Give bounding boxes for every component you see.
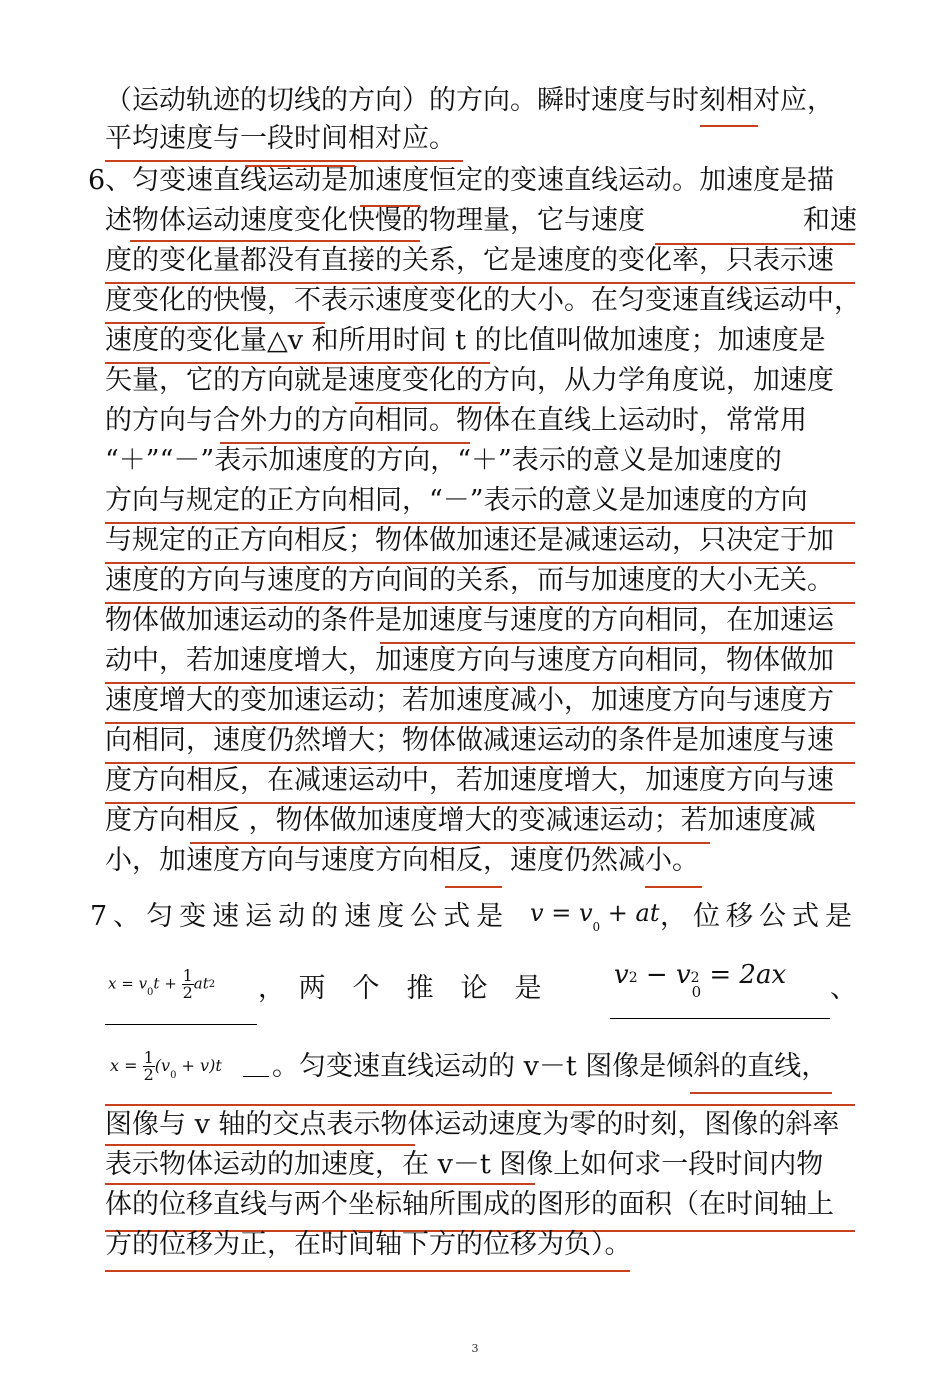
underline-mark bbox=[655, 243, 855, 245]
underline-mark bbox=[105, 682, 855, 684]
formula-symbol: + v)t bbox=[176, 1056, 222, 1075]
item7-line6: 体的位移直线与两个坐标轴所围成的图形的面积（在时间轴上 bbox=[105, 1189, 834, 1220]
answer-blank bbox=[105, 1024, 257, 1025]
text-line-14: 物体做加速运动的条件是加速度与速度的方向相同，在加速运 bbox=[105, 605, 834, 636]
item7-line4: 图像与 v 轴的交点表示物体运动速度为零的时刻，图像的斜率 bbox=[105, 1109, 840, 1140]
item7-comma: 、 bbox=[830, 973, 857, 1004]
text-line-13: 速度的方向与速度的方向间的关系，而与加速度的大小无关。 bbox=[105, 565, 834, 596]
text-line-18: 度方向相反，在减速运动中，若加速度增大，加速度方向与速 bbox=[105, 765, 834, 796]
underline-mark bbox=[105, 722, 855, 724]
formula-superscript: 2 bbox=[208, 978, 216, 990]
text-line-10: “＋”“－”表示加速度的方向，“＋”表示的意义是加速度的 bbox=[105, 445, 782, 476]
item7-line1b: ，位移公式是 bbox=[660, 901, 858, 932]
text-line-16: 速度增大的变加速运动；若加速度减小，加速度方向与速度方 bbox=[105, 685, 834, 716]
answer-blank bbox=[610, 1018, 830, 1019]
underline-mark bbox=[105, 160, 463, 162]
fraction-numerator: 1 bbox=[182, 966, 193, 985]
answer-blank bbox=[243, 1076, 269, 1077]
underline-mark bbox=[360, 205, 420, 207]
underline-mark bbox=[130, 240, 420, 242]
underline-mark bbox=[105, 1104, 855, 1106]
fraction-denominator: 2 bbox=[143, 1065, 154, 1084]
text-line-4b: 和速 bbox=[803, 205, 857, 236]
text-line-7: 速度的变化量△v 和所用时间 t 的比值叫做加速度；加速度是 bbox=[105, 325, 826, 356]
underline-mark bbox=[105, 1144, 415, 1146]
text-line-4: 述物体运动速度变化快慢的物理量，它与速度 bbox=[105, 205, 645, 236]
text-line-2: 平均速度与一段时间相对应。 bbox=[105, 123, 456, 154]
underline-mark bbox=[105, 1270, 630, 1272]
formula-velocity bbox=[530, 896, 659, 934]
formula-symbol: = 2ax bbox=[701, 960, 787, 990]
text-line-9: 的方向与合外力的方向相同。物体在直线上运动时，常常用 bbox=[105, 405, 807, 436]
item7-line1 bbox=[90, 900, 509, 934]
formula-symbol: = bbox=[543, 899, 579, 927]
underline-mark bbox=[105, 1183, 535, 1185]
formula-symbol: at bbox=[193, 974, 209, 993]
underline-mark bbox=[105, 362, 490, 364]
underline-mark bbox=[690, 1092, 832, 1094]
underline-mark bbox=[645, 886, 702, 888]
item7-text: 7、匀变速运动的速度公式是 bbox=[90, 901, 510, 932]
item7-mid: ， 两 个 推 论 是 bbox=[258, 973, 542, 1004]
fraction bbox=[143, 1050, 155, 1083]
formula-symbol: − v bbox=[637, 960, 691, 990]
formula-subscript: 0 bbox=[147, 986, 154, 998]
formula-symbol: t + bbox=[153, 974, 182, 993]
item7-line7: 方的位移为正，在时间轴下方的位移为负）。 bbox=[105, 1229, 632, 1260]
formula-subscript: 0 bbox=[170, 1070, 177, 1081]
underline-mark bbox=[105, 322, 325, 324]
page-number: 3 bbox=[471, 1342, 479, 1355]
formula-inference-1 bbox=[614, 958, 787, 1001]
text-line-3: 6、匀变速直线运动是加速度恒定的变速直线运动。加速度是描 bbox=[88, 165, 835, 196]
formula-symbol: (v bbox=[154, 1056, 171, 1075]
item7-line5: 表示物体运动的加速度，在 v－t 图像上如何求一段时间内物 bbox=[105, 1149, 824, 1180]
underline-mark bbox=[380, 642, 855, 644]
formula-superscript: 2 bbox=[690, 970, 700, 986]
formula-symbol: x = v bbox=[108, 974, 148, 993]
underline-mark bbox=[105, 762, 855, 764]
underline-mark bbox=[220, 442, 470, 444]
text-line-6: 度变化的快慢，不表示速度变化的大小。在匀变速直线运动中， bbox=[105, 285, 861, 316]
formula-symbol: x = bbox=[110, 1056, 143, 1075]
text-line-17: 向相同，速度仍然增大；物体做减速运动的条件是加速度与速 bbox=[105, 725, 834, 756]
text-line-1: （运动轨迹的切线的方向）的方向。瞬时速度与时刻相对应， bbox=[105, 85, 834, 116]
formula-subscript: 0 bbox=[691, 983, 702, 1001]
text-line-5: 度的变化量都没有直接的关系，它是速度的变化率，只表示速 bbox=[105, 245, 834, 276]
underline-mark bbox=[105, 282, 855, 284]
text-line-8: 矢量，它的方向就是速度变化的方向，从力学角度说，加速度 bbox=[105, 365, 834, 396]
text-line-19: 度方向相反 ，物体做加速度增大的变减速运动；若加速度减 bbox=[105, 805, 816, 836]
text-line-12: 与规定的正方向相反；物体做加速还是减速运动，只决定于加 bbox=[105, 525, 834, 556]
formula-symbol: v bbox=[578, 899, 593, 927]
underline-mark bbox=[700, 125, 758, 127]
formula-symbol: + at bbox=[600, 899, 660, 927]
fraction bbox=[182, 968, 194, 1001]
text-line-15: 动中，若加速度增大，加速度方向与速度方向相同，物体做加 bbox=[105, 645, 834, 676]
text-line-20: 小，加速度方向与速度方向相反，速度仍然减小。 bbox=[105, 845, 699, 876]
formula-symbol: v bbox=[614, 960, 629, 990]
underline-mark bbox=[445, 886, 502, 888]
text-line-11: 方向与规定的正方向相同，“－”表示的意义是加速度的方向 bbox=[105, 485, 808, 516]
underline-mark bbox=[105, 562, 855, 564]
underline-mark bbox=[190, 842, 710, 844]
underline-mark bbox=[245, 165, 355, 167]
formula-superscript: 2 bbox=[628, 970, 638, 986]
formula-symbol: v bbox=[530, 899, 544, 927]
underline-mark bbox=[105, 802, 855, 804]
underline-mark bbox=[355, 402, 500, 404]
formula-subscript: 0 bbox=[592, 920, 601, 934]
fraction-denominator: 2 bbox=[182, 983, 193, 1002]
item7-line3: 。匀变速直线运动的 v－t 图像是倾斜的直线， bbox=[272, 1051, 829, 1082]
formula-displacement bbox=[108, 968, 215, 1001]
formula-inference-2 bbox=[110, 1050, 222, 1083]
underline-mark bbox=[105, 522, 855, 524]
underline-mark bbox=[105, 602, 855, 604]
fraction-numerator: 1 bbox=[143, 1048, 154, 1067]
